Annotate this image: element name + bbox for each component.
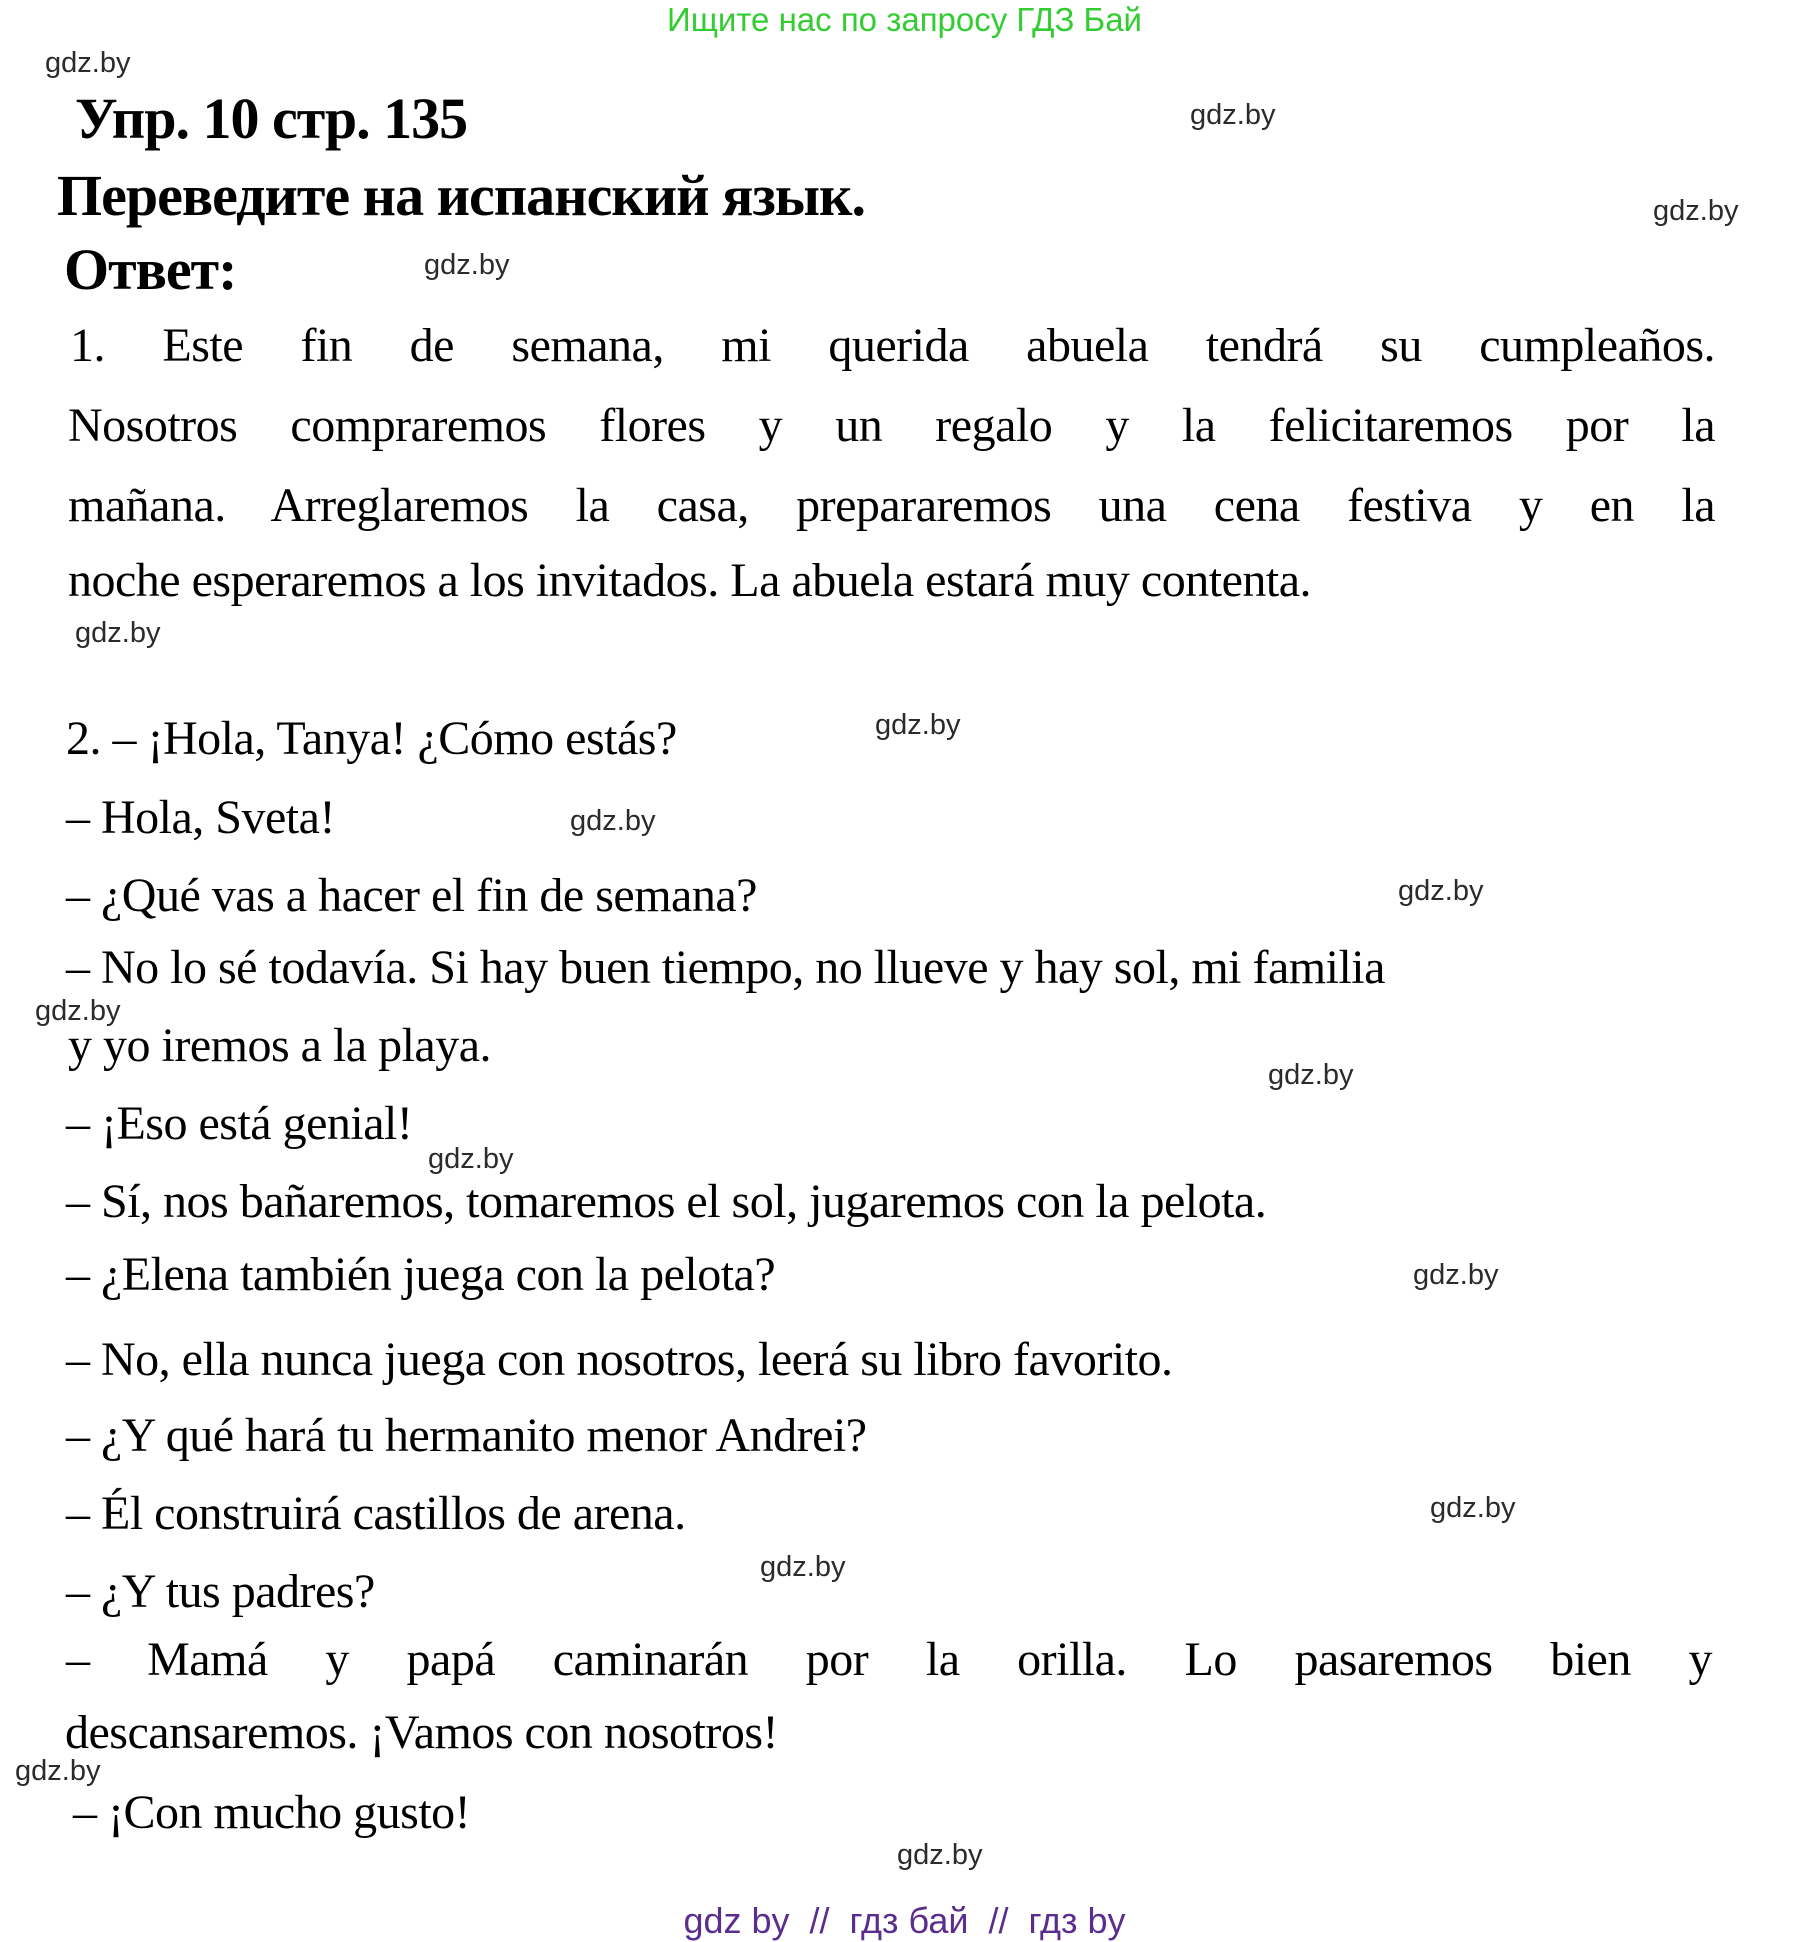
dialogue-line: – No lo sé todavía. Si hay buen tiempo, no llueve y hay sol, mi familia bbox=[66, 941, 1385, 994]
footer-links: gdz by // гдз бай // гдз by bbox=[683, 1900, 1126, 1941]
watermark: gdz.by bbox=[897, 1839, 983, 1871]
watermark: gdz.by bbox=[1268, 1059, 1354, 1091]
dialogue-line: – Sí, nos bañaremos, tomaremos el sol, jugaremos con la pelota. bbox=[66, 1175, 1267, 1228]
dialogue-line: – ¡Eso está genial! bbox=[66, 1097, 413, 1150]
watermark: gdz.by bbox=[1413, 1259, 1499, 1291]
dialogue-line: – ¿Y tus padres? bbox=[66, 1565, 375, 1618]
dialogue-line: – ¿Y qué hará tu hermanito menor Andrei? bbox=[66, 1409, 867, 1462]
watermark: gdz.by bbox=[1430, 1492, 1516, 1524]
dialogue-line: 2. – ¡Hola, Tanya! ¿Cómo estás? bbox=[66, 712, 677, 765]
watermark: gdz.by bbox=[1190, 99, 1276, 131]
answer-label: Ответ: bbox=[64, 237, 237, 302]
watermark: gdz.by bbox=[570, 805, 656, 837]
watermark: gdz.by bbox=[875, 709, 961, 741]
paragraph-line: 1. Este fin de semana, mi querida abuela tendrá su cumpleaños. bbox=[70, 319, 1715, 372]
paragraph-line: noche esperaremos a los invitados. La abuela estará muy contenta. bbox=[68, 554, 1312, 607]
watermark: gdz.by bbox=[424, 249, 510, 281]
watermark: gdz.by bbox=[760, 1551, 846, 1583]
watermark: gdz.by bbox=[1653, 195, 1739, 227]
watermark: gdz.by bbox=[35, 995, 121, 1027]
task-title: Переведите на испанский язык. bbox=[57, 163, 865, 228]
dialogue-line: – Él construirá castillos de arena. bbox=[66, 1487, 686, 1540]
dialogue-line: descansaremos. ¡Vamos con nosotros! bbox=[65, 1706, 778, 1759]
exercise-title: Упр. 10 стр. 135 bbox=[75, 86, 468, 151]
watermark: gdz.by bbox=[428, 1143, 514, 1175]
watermark: gdz.by bbox=[75, 617, 161, 649]
dialogue-line: – ¿Elena también juega con la pelota? bbox=[66, 1248, 776, 1301]
dialogue-line: – ¿Qué vas a hacer el fin de semana? bbox=[66, 869, 757, 922]
dialogue-line: – ¡Con mucho gusto! bbox=[73, 1786, 471, 1839]
paragraph-line: Nosotros compraremos flores y un regalo y la felicitaremos por la bbox=[68, 399, 1715, 452]
watermark: gdz.by bbox=[1398, 875, 1484, 907]
watermark: gdz.by bbox=[15, 1755, 101, 1787]
dialogue-line: – Mamá y papá caminarán por la orilla. Lo pasaremos bien y bbox=[66, 1633, 1712, 1686]
paragraph-line: mañana. Arreglaremos la casa, prepararemos una cena festiva y en la bbox=[68, 479, 1715, 532]
watermark: gdz.by bbox=[45, 47, 131, 79]
dialogue-line: – Hola, Sveta! bbox=[66, 791, 335, 844]
dialogue-line: y yo iremos a la playa. bbox=[68, 1019, 492, 1072]
promo-banner: Ищите нас по запросу ГДЗ Бай bbox=[667, 1, 1142, 38]
dialogue-line: – No, ella nunca juega con nosotros, leerá su libro favorito. bbox=[66, 1333, 1173, 1386]
